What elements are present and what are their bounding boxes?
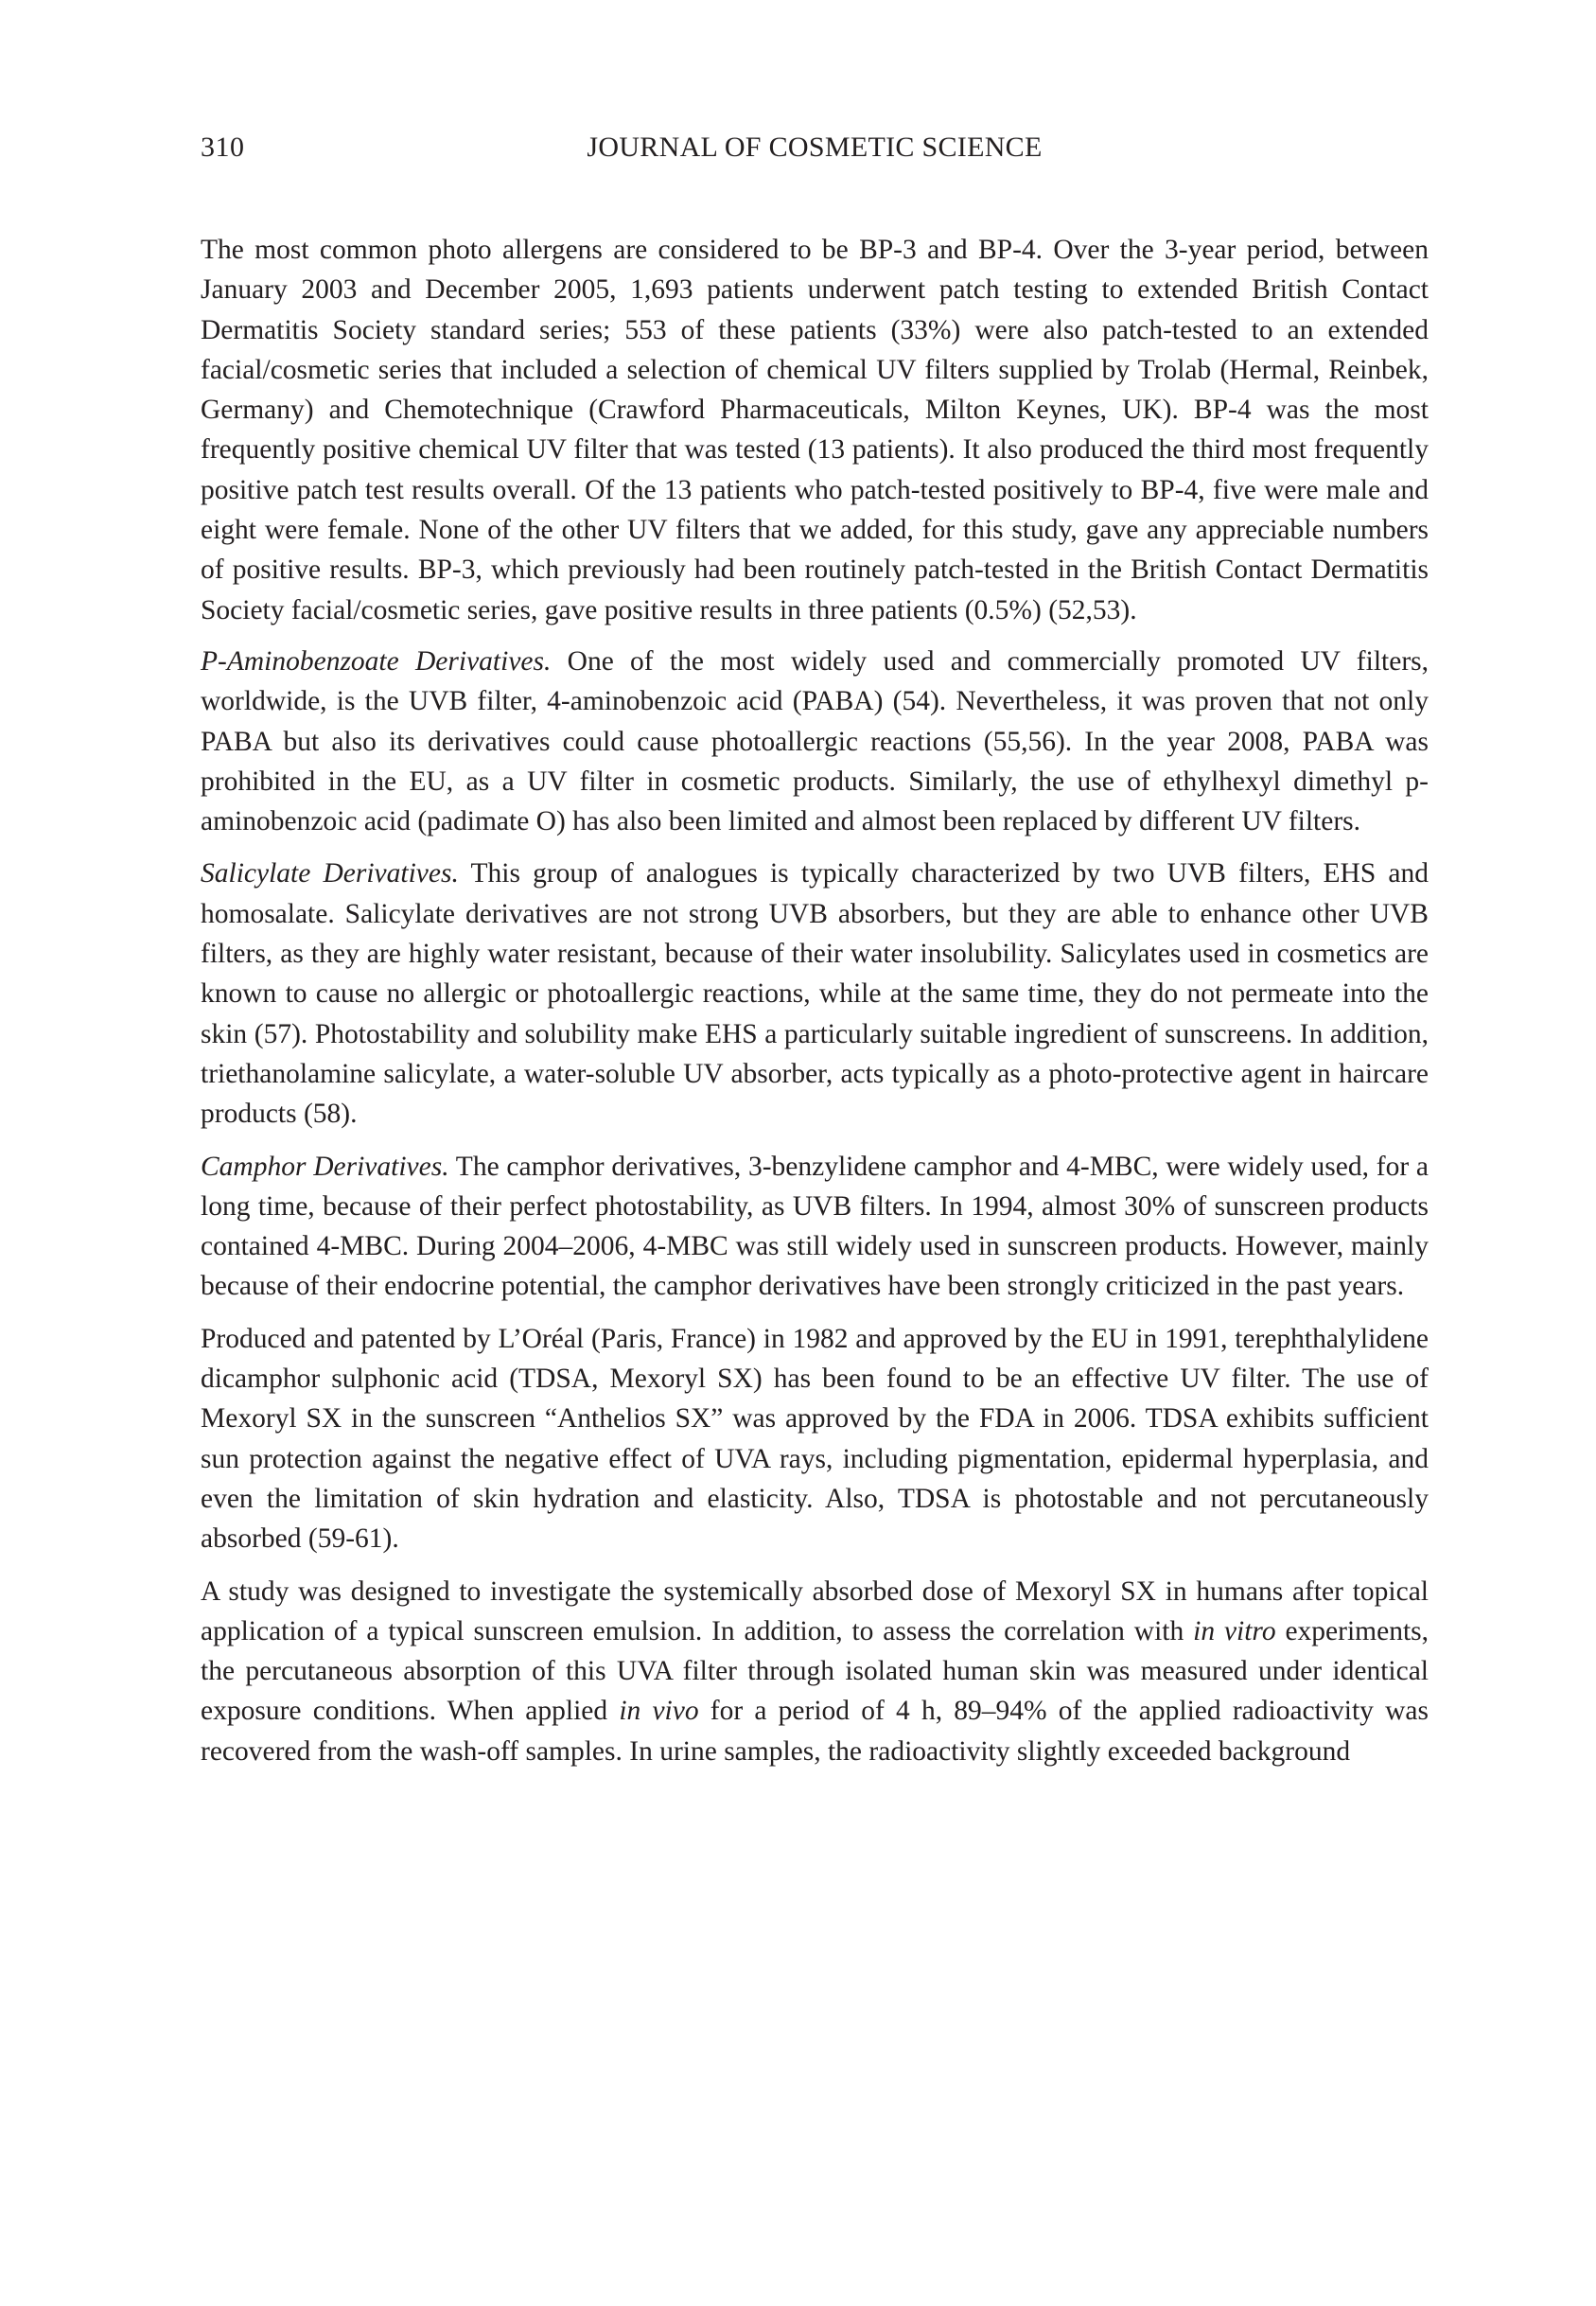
- section-heading-camphor: Camphor Derivatives.: [201, 1151, 449, 1182]
- page-number: 310: [201, 132, 245, 163]
- section-heading-salicylate: Salicylate Derivatives.: [201, 858, 459, 889]
- paragraph-text: experiments, the percutaneous absorption of this UVA filter through isolated human skin was measured under identical exposure conditions. When applied: [201, 1615, 1429, 1727]
- paragraph-text: This group of analogues is typically characterized by two UVB filters, EHS and homosalate. Salicylate derivatives are not strong UVB absorbers, but they are able to enhance other UVB filters, as they are highly water resistant, because of their water insolubility. Salicylates used in cosmetics are known to cause no allergic or photoallergic reactions, while at the same time, they do not permeate into the skin (57). Photostability and solubility make EHS a particularly suitable ingredient of sunscreens. In addition, triethanolamine salicylate, a water-soluble UV absorber, acts typically as a photo-protective agent in haircare products (58).: [201, 858, 1429, 1130]
- paragraph-absorption-study: [201, 1572, 1429, 1771]
- section-heading-paba: P-Aminobenzoate Derivatives.: [201, 645, 552, 677]
- paragraph-paba-derivatives: [201, 642, 1429, 841]
- article-body: [201, 230, 1429, 1783]
- paragraph-camphor-derivatives: [201, 1147, 1429, 1307]
- running-header: [201, 127, 1429, 168]
- paragraph-text: One of the most widely used and commercially promoted UV filters, worldwide, is the UVB filter, 4-aminobenzoic acid (PABA) (54). Nevertheless, it was proven that not only PABA but also its derivatives could cause photoallergic reactions (55,56). In the year 2008, PABA was prohibited in the EU, as a UV filter in cosmetic products. Similarly, the use of ethylhexyl dimethyl p-aminobenzoic acid (padimate O) has also been limited and almost been replaced by different UV filters.: [201, 645, 1429, 837]
- latin-term-in-vivo: in vivo: [619, 1696, 699, 1727]
- paragraph-mexoryl-sx: [201, 1319, 1429, 1559]
- paragraph-text: The most common photo allergens are considered to be BP-3 and BP-4. Over the 3-year period, between January 2003 and December 2005, 1,693 patients underwent patch testing to extended British Contact Dermatitis Society standard series; 553 of these patients (33%) were also patch-tested to an extended facial/cosmetic series that included a selection of chemical UV filters supplied by Trolab (Hermal, Reinbek, Germany) and Chemotechnique (Crawford Pharmaceuticals, Milton Keynes, UK). BP-4 was the most frequently positive chemical UV filter that was tested (13 patients). It also produced the third most frequently positive patch test results overall. Of the 13 patients who patch-tested positively to BP-4, five were male and eight were female. None of the other UV filters that we added, for this study, gave any appreciable numbers of positive results. BP-3, which previously had been routinely patch-tested in the British Contact Dermatitis Society facial/cosmetic series, gave positive results in three patients (0.5%) (52,53).: [201, 235, 1429, 625]
- paragraph-salicylate-derivatives: [201, 854, 1429, 1134]
- paragraph-text: for a period of 4 h, 89–94% of the applied radioactivity was recovered from the wash-off samples. In urine samples, the radioactivity slightly exceeded background: [201, 1696, 1429, 1767]
- latin-term-in-vitro: in vitro: [1193, 1615, 1276, 1646]
- paragraph-text: Produced and patented by L’Oréal (Paris, France) in 1982 and approved by the EU in 1991, terephthalylidene dicamphor sulphonic acid (TDSA, Mexoryl SX) has been found to be an effective UV filter. The use of Mexoryl SX in the sunscreen “Anthelios SX” was approved by the FDA in 2006. TDSA exhibits sufficient sun protection against the negative effect of UVA rays, including pigmentation, epidermal hyperplasia, and even the limitation of skin hydration and elasticity. Also, TDSA is photostable and not percutaneously absorbed (59-61).: [201, 1323, 1429, 1555]
- journal-title: JOURNAL OF COSMETIC SCIENCE: [587, 132, 1043, 163]
- paragraph-photoallergens: [201, 230, 1429, 630]
- paragraph-text: A study was designed to investigate the systemically absorbed dose of Mexoryl SX in humans after topical application of a typical sunscreen emulsion. In addition, to assess the correlation with: [201, 1575, 1429, 1646]
- paragraph-text: The camphor derivatives, 3-benzylidene camphor and 4-MBC, were widely used, for a long time, because of their perfect photostability, as UVB filters. In 1994, almost 30% of sunscreen products contained 4-MBC. During 2004–2006, 4-MBC was still widely used in sunscreen products. However, mainly because of their endocrine potential, the camphor derivatives have been strongly criticized in the past years.: [201, 1151, 1429, 1302]
